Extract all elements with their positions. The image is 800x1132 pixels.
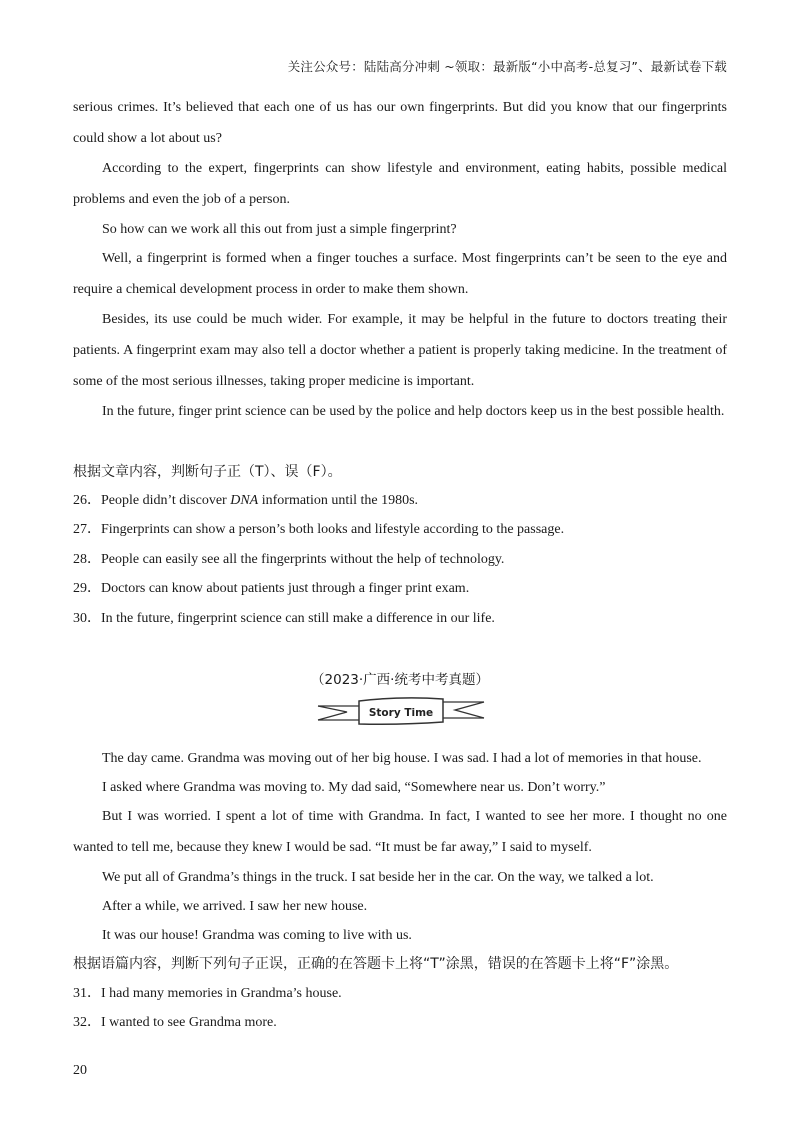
question-28: 28．People can easily see all the fingerprints without the help of technology.	[73, 552, 505, 567]
passage2-paragraph-1: The day came. Grandma was moving out of her big house. I was sad. I had a lot of memories in that house.	[102, 751, 702, 766]
passage2-paragraph-3: But I was worried. I spent a lot of time with Grandma. In fact, I wanted to see her more. I thought no one wanted to tell me, because they knew I would be sad. “It must be far away,” I said to myself.	[73, 809, 727, 855]
passage2-paragraph-5: After a while, we arrived. I saw her new house.	[102, 899, 368, 914]
banner-right-tail-icon	[455, 702, 484, 718]
passage1-paragraph-3: Well, a fingerprint is formed when a finger touches a surface. Most fingerprints can’t be seen to the eye and require a chemical development process in order to make them shown.	[73, 251, 727, 297]
question-26-number: 26．	[73, 493, 101, 508]
passage2-paragraph-6: It was our house! Grandma was coming to live with us.	[102, 928, 412, 943]
exam-source: （2023·广西·统考中考真题）	[311, 672, 489, 688]
passage1-paragraph-4: Besides, its use could be much wider. For example, it may be helpful in the future to doctors treating their patients. A fingerprint exam may also tell a doctor whether a patient is properly taking medicine. In the treatment of some of the most serious illnesses, taking proper medicine is important.	[73, 312, 727, 389]
passage1-paragraph-1: According to the expert, fingerprints can show lifestyle and environment, eating habits, possible medical problems and even the job of a person.	[73, 161, 727, 207]
question-31: 31．I had many memories in Grandma’s house.	[73, 986, 342, 1001]
header-note: 关注公众号：陆陆高分冲刺 ~领取：最新版“小中高考-总复习”、最新试卷下载	[287, 59, 727, 74]
passage2-paragraph-2: I asked where Grandma was moving to. My dad said, “Somewhere near us. Don’t worry.”	[102, 780, 606, 795]
question-29: 29．Doctors can know about patients just through a finger print exam.	[73, 581, 470, 596]
question-32: 32．I wanted to see Grandma more.	[73, 1015, 277, 1030]
question-27: 27．Fingerprints can show a person’s both looks and lifestyle according to the passage.	[73, 522, 565, 537]
passage2-paragraph-4: We put all of Grandma’s things in the truck. I sat beside her in the car. On the way, we talked a lot.	[102, 870, 654, 885]
passage1-paragraph-2: So how can we work all this out from just a simple fingerprint?	[102, 222, 457, 237]
question-26-dna: DNA	[230, 493, 259, 508]
question-26-text-post: information until the 1980s.	[258, 493, 419, 508]
page-number: 20	[73, 1063, 87, 1078]
question-26-text-pre: People didn’t discover	[101, 493, 231, 508]
banner-left-tail-icon	[318, 706, 347, 720]
instruction-1: 根据文章内容，判断句子正（T）、误（F）。	[73, 464, 342, 480]
question-30: 30．In the future, fingerprint science can still make a difference in our life.	[73, 611, 495, 626]
passage1-paragraph-0: serious crimes. It’s believed that each one of us has our own fingerprints. But did you know that our fingerprints could show a lot about us?	[73, 100, 727, 146]
question-26	[73, 491, 418, 511]
story-time-banner	[315, 696, 487, 728]
banner-label: Story Time	[368, 707, 434, 719]
passage1-paragraph-5: In the future, finger print science can be used by the police and help doctors keep us in the best possible health.	[102, 404, 725, 419]
instruction-2: 根据语篇内容，判断下列句子正误，正确的在答题卡上将“T”涂黑，错误的在答题卡上将“F”涂黑。	[73, 956, 679, 972]
